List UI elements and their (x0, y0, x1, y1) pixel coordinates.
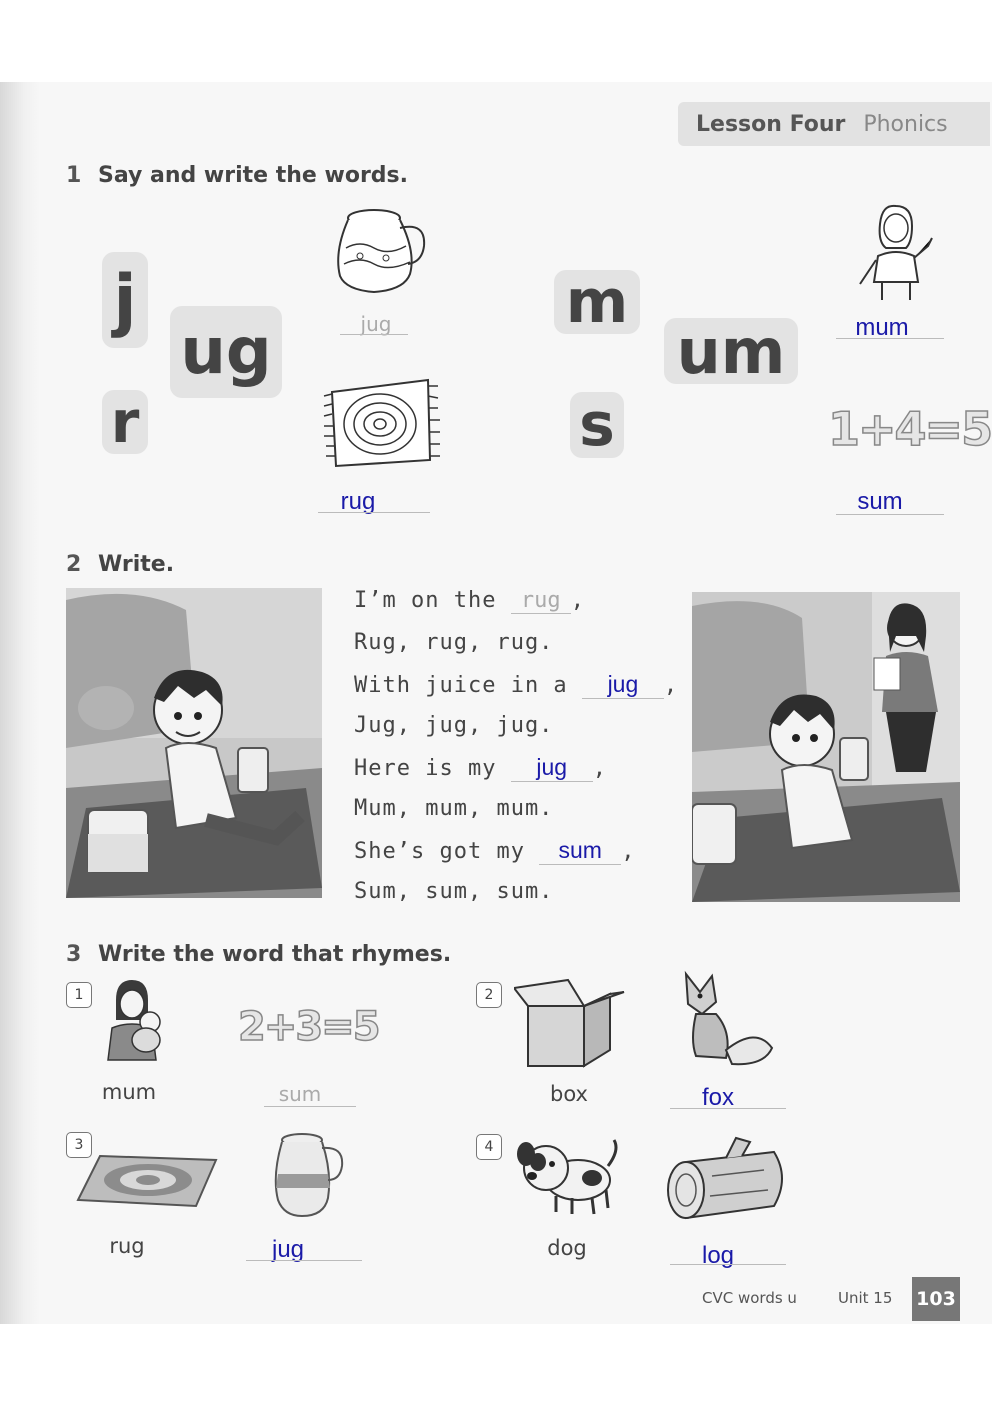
exercise-3-heading (66, 942, 451, 967)
item-3-answer: jug (271, 1236, 305, 1263)
poem-line-7-punct: , (621, 839, 636, 864)
poem-line-3-punct: , (663, 673, 679, 698)
lesson-header-tab (678, 102, 990, 146)
writing-line-jug (340, 334, 408, 335)
poem-line-3 (354, 671, 679, 713)
poem-line-5-text: Here is my (354, 756, 511, 781)
poem-line-6 (354, 796, 664, 838)
poem-line-5-punct: , (592, 756, 607, 781)
rime-tile-um: um (664, 318, 798, 384)
poem-line-6-text: Mum, mum, mum. (354, 795, 554, 821)
rug-small-icon (76, 1150, 218, 1210)
poem-line-1 (354, 588, 664, 630)
answer-word-mum: mum (855, 314, 909, 341)
exercise-3-title: Write the word that rhymes. (98, 942, 452, 967)
item-4-number-box: 4 (476, 1134, 502, 1160)
exercise-2-heading (66, 552, 174, 577)
letter-tile-r: r (102, 390, 148, 454)
fox-icon (676, 970, 776, 1068)
poem-line-1-punct: , (570, 588, 585, 613)
dog-icon (512, 1132, 620, 1218)
mother-icon (852, 202, 938, 304)
poem-blank-7: sum (539, 837, 621, 865)
boy-and-mother-illustration (692, 592, 960, 902)
item-2-number-box: 2 (476, 982, 502, 1008)
footer-topic: CVC words u (702, 1289, 797, 1307)
poem-line-1-text: I’m on the (354, 588, 511, 613)
jug-icon (326, 202, 430, 294)
item-2-answer: fox (701, 1084, 734, 1111)
footer-unit: Unit 15 (838, 1289, 893, 1307)
jug-small-icon (272, 1132, 344, 1218)
item-3-number-box: 3 (66, 1132, 92, 1158)
poem-line-2-text: Rug, rug, rug. (354, 629, 554, 655)
poem-line-2 (354, 630, 664, 672)
poem-blank-3: jug (582, 671, 664, 699)
item-2-word: box (550, 1082, 588, 1106)
model-word-jug: jug (360, 312, 392, 336)
writing-line-mum (836, 338, 944, 339)
poem-line-7-text: She’s got my (354, 839, 540, 864)
item-3-word: rug (109, 1234, 145, 1258)
item-4-answer: log (701, 1242, 735, 1269)
poem-block (354, 588, 679, 920)
lesson-topic: Phonics (863, 111, 948, 137)
boy-with-juice-illustration (66, 588, 322, 898)
poem-line-3-text: With juice in a (354, 673, 582, 698)
exercise-1-heading (66, 163, 408, 188)
exercise-1-title: Say and write the words. (98, 163, 408, 188)
page-number: 103 (912, 1277, 960, 1321)
exercise-2-number: 2 (66, 552, 82, 577)
poem-blank-1: rug (511, 588, 571, 614)
exercise-2-title: Write. (98, 552, 175, 577)
writing-line-sum (836, 514, 944, 515)
letter-tile-m: m (554, 270, 640, 334)
item-1-word: mum (101, 1080, 157, 1104)
poem-line-4 (354, 713, 664, 755)
equation-picture-1-4-5: 1+4=5 (828, 402, 992, 456)
log-icon (664, 1132, 792, 1224)
box-icon (514, 976, 626, 1072)
rime-tile-ug: ug (170, 306, 282, 398)
answer-word-sum: sum (857, 488, 903, 515)
item-2-writing-line (670, 1108, 786, 1109)
item-4-writing-line (670, 1264, 786, 1265)
letter-tile-s: s (570, 392, 624, 458)
lesson-title: Lesson Four (696, 111, 846, 137)
item-4-word: dog (547, 1236, 587, 1260)
item-1-number-box: 1 (66, 982, 92, 1008)
rug-icon (318, 376, 442, 470)
poem-line-8-text: Sum, sum, sum. (354, 878, 554, 904)
exercise-1-number: 1 (66, 163, 82, 188)
letter-tile-j: j (102, 252, 148, 348)
equation-picture-2-3-5: 2+3=5 (238, 1004, 379, 1050)
poem-line-8 (354, 879, 664, 921)
page-spine-shadow (0, 82, 40, 1324)
mother-with-baby-icon (98, 976, 168, 1068)
item-1-answer: sum (278, 1082, 322, 1106)
item-3-writing-line (246, 1260, 362, 1261)
poem-line-7 (354, 837, 664, 879)
poem-line-4-text: Jug, jug, jug. (354, 712, 554, 738)
writing-line-rug (318, 512, 430, 513)
item-1-writing-line (264, 1106, 356, 1107)
poem-line-5 (354, 754, 664, 796)
exercise-3-number: 3 (66, 942, 82, 967)
answer-word-rug: rug (340, 488, 376, 515)
poem-blank-5: jug (511, 754, 593, 782)
